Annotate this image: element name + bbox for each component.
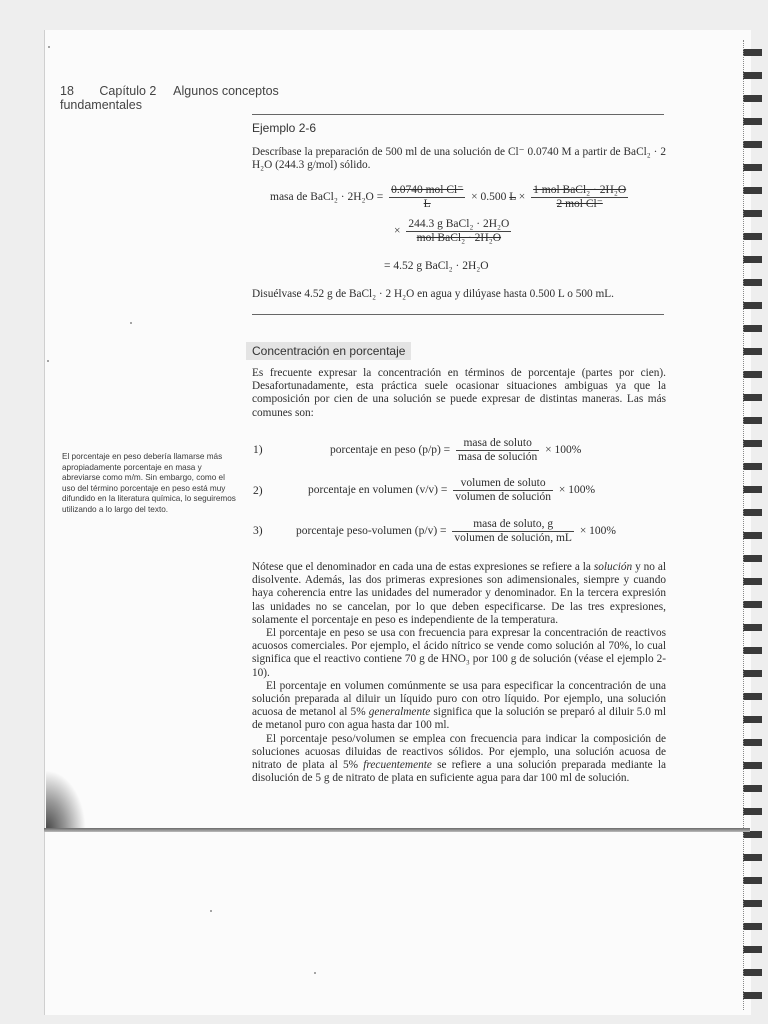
equation-line-2 (394, 218, 514, 245)
spiral-binding (743, 40, 762, 1010)
body-text (252, 561, 666, 785)
definition-1-label: porcentaje en peso (p/p) = (330, 444, 451, 457)
definition-1-factor: × 100% (545, 444, 582, 457)
section-intro-text: Es frecuente expresar la concentración en términos de porcentaje (partes por cien). Desafortunadamente, esta práctica suele ocasionar situaciones ambiguas ya que la composición por cien de una solución se puede expresar de distintas maneras. Las más comunes son: (252, 367, 666, 419)
definition-2-label: porcentaje en volumen (v/v) = (308, 484, 448, 497)
definition-2-denominator: volumen de solución (455, 491, 552, 503)
definition-2-fraction (453, 477, 553, 504)
equation-line-1 (270, 184, 631, 211)
unit-l-cancelled: L (509, 191, 516, 204)
definition-2-number: 2) (253, 485, 263, 497)
definition-3-fraction (452, 518, 574, 545)
fraction-2-numerator: 1 mol BaCl₂ · 2H₂O (533, 184, 627, 196)
fraction-1 (389, 184, 465, 211)
definition-3-factor: × 100% (579, 525, 617, 538)
section-intro (252, 367, 666, 420)
equation-result: = 4.52 g BaCl₂ · 2H₂O (384, 260, 489, 272)
example-title: Ejemplo 2-6 (252, 121, 317, 135)
chapter-label: Capítulo 2 (99, 84, 157, 98)
times-sign-c: × (394, 225, 401, 238)
times-0500: × 0.500 (471, 191, 507, 204)
example-conclusion-text: Disuélvase 4.52 g de BaCl₂ · 2 H₂O en agua y dilúyase hasta 0.500 L o 500 mL. (252, 288, 614, 300)
example-top-rule (252, 114, 664, 115)
equation-lhs: masa de BaCl₂ · 2H₂O = (270, 191, 384, 204)
scan-speck (130, 322, 132, 324)
fraction-2-denominator: 2 mol Cl⁻ (556, 198, 603, 210)
definition-2 (308, 477, 595, 504)
fraction-1-numerator: 0.0740 mol Cl⁻ (391, 184, 464, 196)
fraction-3-denominator: mol BaCl₂ · 2H₂O (416, 232, 502, 244)
fraction-2 (531, 184, 628, 211)
definition-1-number: 1) (253, 444, 263, 456)
definition-3-label: porcentaje peso-volumen (p/v) = (296, 525, 447, 538)
definition-3-number: 3) (253, 525, 263, 537)
definition-1-denominator: masa de solución (458, 451, 538, 463)
fraction-3 (406, 218, 511, 245)
definition-3-denominator: volumen de solución, mL (454, 532, 572, 544)
definition-1-fraction (456, 437, 539, 464)
paragraph-4: El porcentaje peso/volumen se emplea con frecuencia para indicar la composición de soluciones acuosas diluidas de reactivos sólidos. Por ejemplo, una solución acuosa de nitrato de plata al 5% frecuentemente se refiere a una solución preparada mediante la disolución de 5 g de nitrato de plata en suficiente agua para dar 100 ml de solución. (252, 732, 667, 785)
paragraph-2: El porcentaje en peso se usa con frecuencia para expresar la concentración de reactivos acuosos comerciales. Por ejemplo, el ácido nítrico se vende como solución al 70%, lo cual significa que el reactivo contiene 70 g de HNO₃ por 100 g de solución (véase el ejemplo 2-10). (252, 627, 666, 679)
scan-speck (314, 972, 316, 974)
chapter-title: Algunos conceptos fundamentales (60, 84, 279, 112)
paragraph-3: El porcentaje en volumen comúnmente se usa para especificar la concentración de una solución preparada al diluir un líquido puro con otro líquido. Por ejemplo, una solución acuosa de metanol al 5% generalmente significa que la solución se preparó al diluir 5.0 ml de metanol puro con agua hasta dar 100 ml. (252, 679, 666, 732)
fraction-3-numerator: 244.3 g BaCl₂ · 2H₂O (408, 218, 510, 230)
times-sign-b: × (518, 191, 526, 204)
paragraph-1: Nótese que el denominador en cada una de estas expresiones se refiere a la solución y no al disolvente. Además, las dos primeras expresiones son adimensionales, siempre y cuando haya coherencia entre las unidades del numerador y denominador. En la tercera expresión las unidades no se cancelan, por lo que deben especificarse. De las tres expresiones, solamente el porcentaje en peso es independiente de la temperatura. (252, 561, 666, 626)
definition-1 (330, 437, 581, 464)
example-statement (252, 146, 666, 172)
margin-note: El porcentaje en peso debería llamarse más apropiadamente porcentaje en masa y abreviarse como m/m. Sin embargo, como el uso del término porcentaje en peso está muy difundido en la literatura química, lo seguiremos utilizando a lo largo del texto. (62, 452, 236, 514)
section-title: Concentración en porcentaje (246, 342, 411, 360)
definition-3-numerator: masa de soluto, g (452, 518, 574, 532)
scan-speck (210, 910, 212, 912)
example-bottom-rule (252, 314, 664, 315)
definition-3 (296, 518, 616, 545)
example-conclusion (252, 288, 666, 301)
page-number: 18 (60, 84, 74, 98)
definition-2-factor: × 100% (558, 484, 596, 497)
fraction-1-denominator: L (423, 198, 431, 210)
definition-1-numerator: masa de soluto (456, 437, 539, 451)
running-head (60, 84, 360, 112)
example-statement-text: Descríbase la preparación de 500 ml de una solución de Cl⁻ 0.0740 M a partir de BaCl₂ · 2 H₂O (244.3 g/mol) sólido. (252, 146, 666, 172)
page-bottom-edge (44, 828, 750, 832)
scan-speck (47, 360, 49, 362)
scan-speck (48, 46, 50, 48)
scan-shadow (46, 770, 86, 830)
definition-2-numerator: volumen de soluto (453, 477, 553, 491)
